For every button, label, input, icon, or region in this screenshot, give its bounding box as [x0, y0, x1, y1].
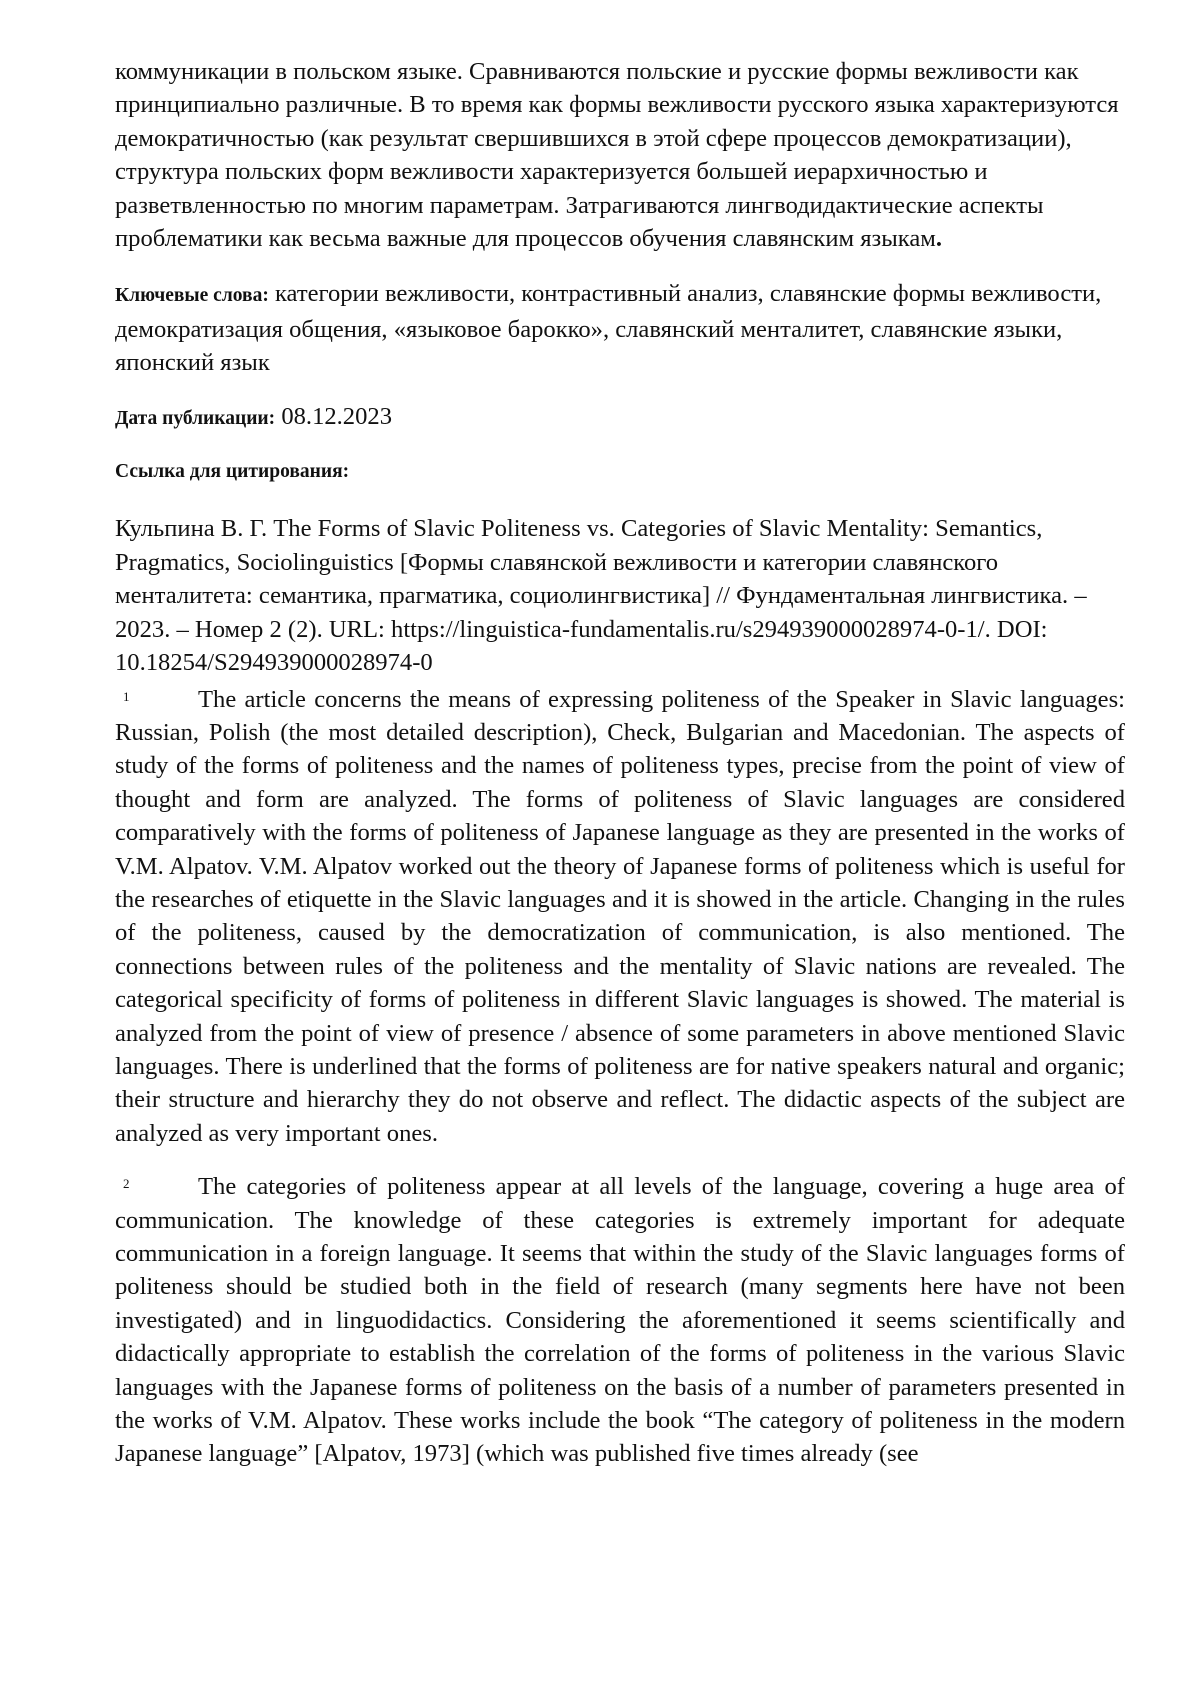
publication-date [115, 400, 1125, 435]
paragraph-1 [115, 680, 1125, 1151]
keywords [115, 277, 1125, 379]
paragraph-2 [115, 1167, 1125, 1471]
keywords-value: категории вежливости, контрастивный анализ, славянские формы вежливости, демократизация общения, «языковое барокко», славянский менталитет, славянские языки, японский язык [115, 280, 1102, 377]
document-page [115, 55, 1125, 1471]
abstract-russian-text: коммуникации в польском языке. Сравниваются польские и русские формы вежливости как принципиально различные. В то время как формы вежливости русского языка характеризуются демократичностью (как результат свершившихся в этой сфере процессов демократизации), структура польских форм вежливости характеризуется большей иерархичностью и разветвленностью по многим параметрам. Затрагиваются лингводидактические аспекты проблематики как весьма важные для процессов обучения славянским языкам [115, 58, 1119, 253]
abstract-russian [115, 55, 1125, 255]
paragraph-text: The article concerns the means of expressing politeness of the Speaker in Slavic languages: Russian, Polish (the most detailed description), Check, Bulgarian and Macedonian. The aspects of study of the forms of politeness and the names of politeness types, precise from the point of view of thought and form are analyzed. The forms of politeness of Slavic languages are considered comparatively with the forms of politeness of Japanese language as they are presented in the works of V.M. Alpatov. V.M. Alpatov worked out the theory of Japanese forms of politeness which is useful for the researches of etiquette in the Slavic languages and it is showed in the article. Changing in the rules of the politeness, caused by the democratization of communication, is also mentioned. The connections between rules of the politeness and the mentality of Slavic nations are revealed. The categorical specificity of forms of politeness in different Slavic languages is showed. The material is analyzed from the point of view of presence / absence of some parameters in above mentioned Slavic languages. There is underlined that the forms of politeness are for native speakers natural and organic; their structure and hierarchy they do not observe and reflect. The didactic aspects of the subject are analyzed as very important ones. [115, 685, 1125, 1147]
abstract-russian-end: . [935, 225, 942, 253]
paragraph-text: The categories of politeness appear at all levels of the language, covering a huge area of communication. The knowledge of these categories is extremely important for adequate communication in a foreign language. It seems that within the study of the Slavic languages forms of politeness should be studied both in the field of research (many segments here have not been investigated) and in linguodidactics. Considering the aforementioned it seems scientifically and didactically appropriate to establish the correlation of the forms of politeness in the various Slavic languages with the Japanese forms of politeness on the basis of a number of parameters presented in the works of V.M. Alpatov. These works include the book “The category of politeness in the modern Japanese language” [Alpatov, 1973] (which was published five times already (see [115, 1173, 1125, 1468]
keywords-label: Ключевые слова: [115, 285, 269, 307]
citation-text: Кульпина В. Г. The Forms of Slavic Politeness vs. Categories of Slavic Mentality: Semantics, Pragmatics, Sociolinguistics [Формы славянской вежливости и категории славянского менталитета: семантика, прагматика, социолингвистика] // Фундаментальная лингвистика. – 2023. – Номер 2 (2). URL: https://linguistica-fundamentalis.ru/s294939000028974-0-1/. DOI: 10.18254/S294939000028974-0 [115, 515, 1087, 677]
paragraph-number: 2 [123, 1176, 130, 1192]
publication-date-label: Дата публикации: [115, 407, 276, 429]
paragraph-number: 1 [123, 688, 130, 704]
citation-label: Ссылка для цитирования: [115, 461, 350, 483]
publication-date-value: 08.12.2023 [275, 402, 392, 430]
